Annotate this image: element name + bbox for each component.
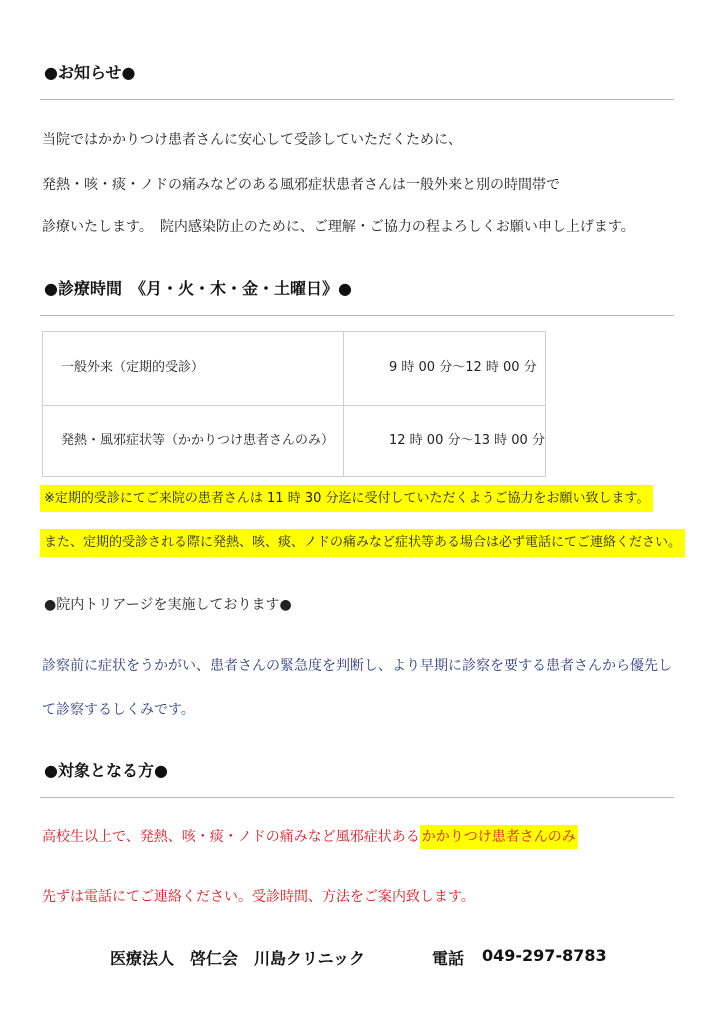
notice-line-3: 診療いたします。 院内感染防止のために、ご理解・ご協力の程よろしくお願い申し上げます。 <box>42 219 635 235</box>
footer-org: 医療法人 啓仁会 川島クリニック <box>110 949 366 968</box>
target-line-1-highlight: かかりつけ患者さんのみ <box>420 825 578 849</box>
notice-line-1: 当院ではかかりつけ患者さんに安心して受診していただくために、 <box>42 132 462 148</box>
hours-row-1-label: 一般外来（定期的受診） <box>61 360 205 375</box>
hours-table <box>42 331 546 477</box>
triage-line-2: て診察するしくみです。 <box>42 702 195 718</box>
hours-note-2: また、定期的受診される際に発熱、咳、痰、ノドの痛みなど症状等ある場合は必ず電話にてご連絡ください。 <box>40 529 685 557</box>
footer-phone: 049-297-8783 <box>482 946 607 965</box>
target-line-2: 先ずは電話にてご連絡ください。受診時間、方法をご案内致します。 <box>42 889 475 905</box>
triage-heading: ●院内トリアージを実施しております● <box>44 597 292 613</box>
hours-row-1-time: 9 時 00 分～12 時 00 分 <box>389 360 537 375</box>
hours-row-2-label: 発熱・風邪症状等（かかりつけ患者さんのみ） <box>61 433 335 448</box>
footer-phone-label: 電話 <box>432 949 465 968</box>
target-line-1-text: 高校生以上で、発熱、咳・痰・ノドの痛みなど風邪症状ある <box>42 829 420 845</box>
notice-heading: ●お知らせ● <box>44 63 136 82</box>
notice-line-2: 発熱・咳・痰・ノドの痛みなどのある風邪症状患者さんは一般外来と別の時間帯で <box>42 177 560 193</box>
hours-divider <box>40 315 674 316</box>
hours-table-col-divider <box>343 332 344 476</box>
target-line-1 <box>42 826 578 846</box>
target-heading: ●対象となる方● <box>44 761 168 780</box>
hours-row-2-time: 12 時 00 分～13 時 00 分 <box>389 433 545 448</box>
hours-note-1: ※定期的受診にてご来院の患者さんは 11 時 30 分迄に受付していただくようご協力をお願い致します。 <box>40 485 653 512</box>
triage-line-1: 診察前に症状をうかがい、患者さんの緊急度を判断し、より早期に診察を要する患者さんから優先し <box>42 658 672 674</box>
hours-heading: ●診療時間 《月・火・木・金・土曜日》● <box>44 279 352 298</box>
hours-table-row-divider <box>43 405 545 406</box>
notice-divider <box>40 99 674 100</box>
target-divider <box>40 797 674 798</box>
